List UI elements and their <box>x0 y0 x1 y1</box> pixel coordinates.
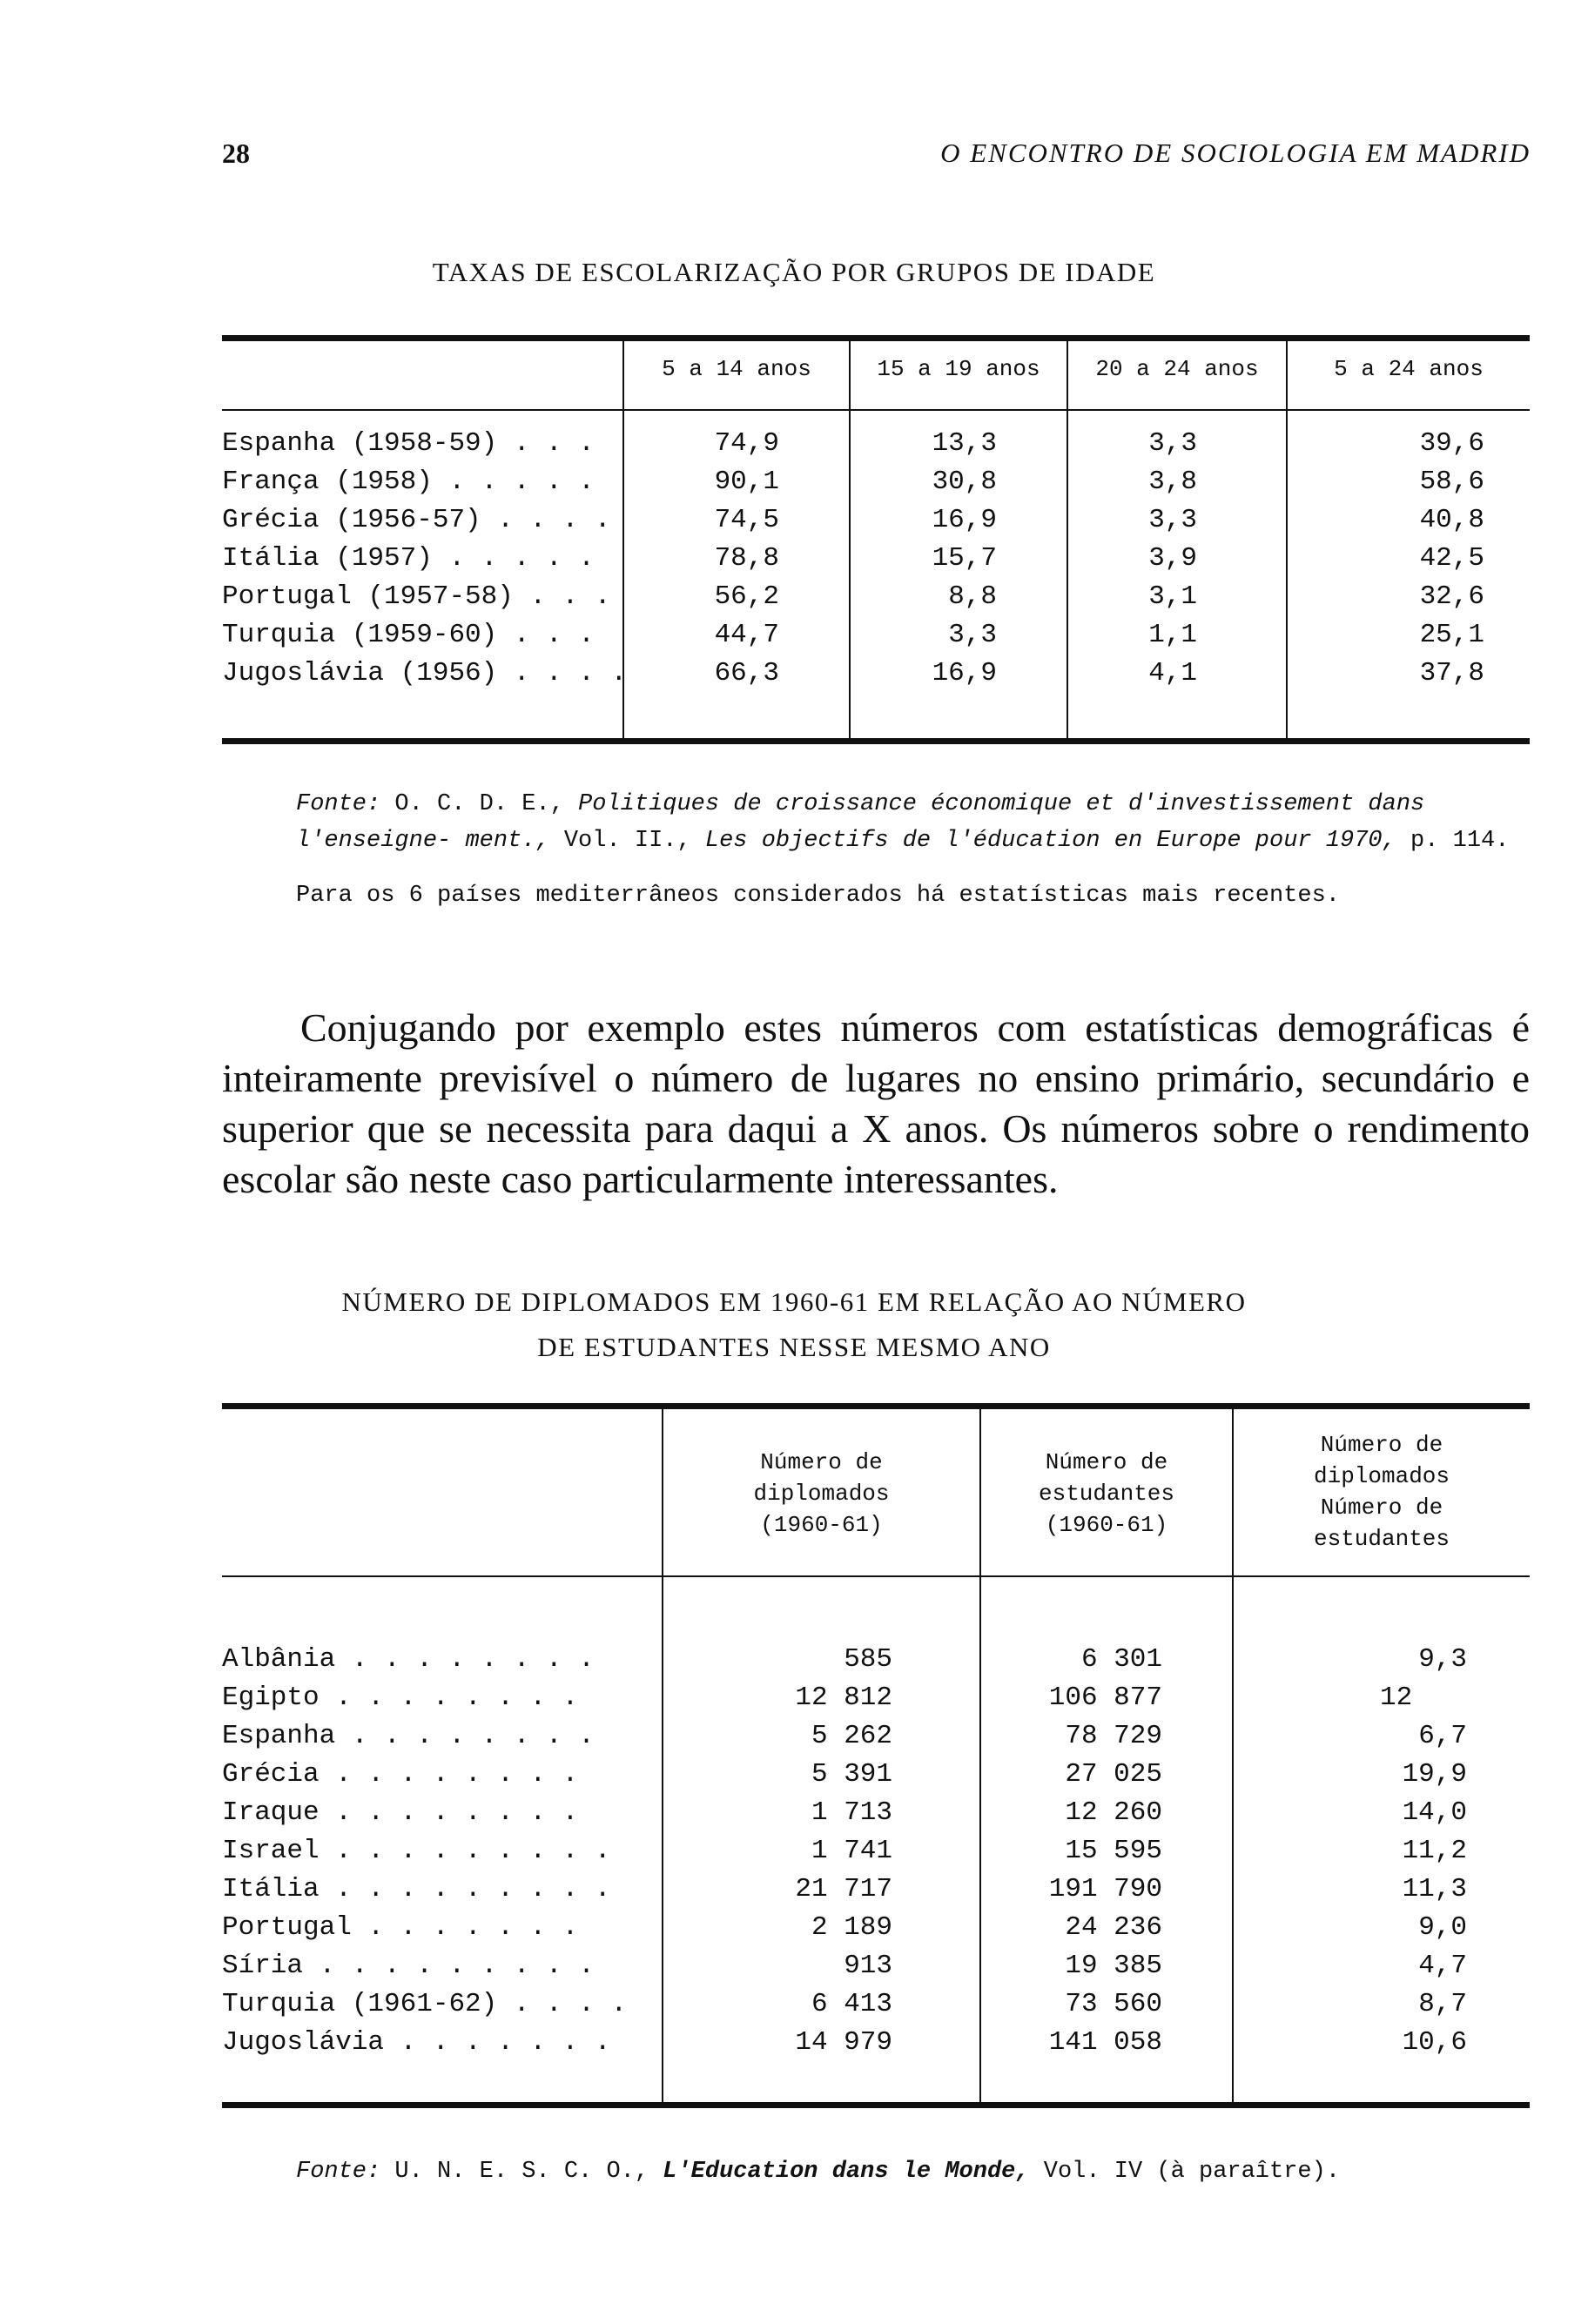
source-volume: Vol. IV (à paraître). <box>1043 2159 1341 2185</box>
table2-cell: 12 260 <box>1065 1797 1162 1828</box>
table2-cell: 8,7 <box>1418 1989 1467 2019</box>
table1-cell: 3,1 <box>1148 581 1197 612</box>
running-title: O ENCONTRO DE SOCIOLOGIA EM MADRID <box>940 138 1531 168</box>
table1-cell: 90,1 <box>714 467 779 497</box>
col-header-line: diplomados <box>1313 1463 1450 1489</box>
table1-divider <box>849 341 851 739</box>
source-volume: Vol. II., <box>563 828 691 854</box>
table1-cell: 3,3 <box>1148 505 1197 535</box>
source-title: L'Education dans le Monde, <box>663 2159 1030 2185</box>
table1-cell: 1,1 <box>1148 620 1197 650</box>
table1-cell: 32,6 <box>1419 581 1484 612</box>
table2-col-header <box>981 1447 1232 1541</box>
source-org: U. N. E. S. C. O., <box>394 2159 649 2185</box>
table2-row-label: Egipto . . . . . . . . <box>222 1683 579 1713</box>
table1-cell: 56,2 <box>714 581 779 612</box>
table2-cell: 913 <box>844 1951 892 1981</box>
table2-cell: 141 058 <box>1048 2027 1162 2058</box>
table1-col-header: 5 a 14 anos <box>662 356 811 382</box>
col-header-line: Número de <box>1320 1494 1443 1521</box>
page-number: 28 <box>222 138 250 169</box>
table1-cell: 3,3 <box>948 620 997 650</box>
table2 <box>222 1403 1530 2108</box>
table1-cell: 39,6 <box>1419 428 1484 459</box>
source-org: O. C. D. E., <box>394 791 564 817</box>
table2-row-label: Portugal . . . . . . . <box>222 1912 579 1943</box>
table1-cell: 37,8 <box>1419 658 1484 688</box>
table1-bottom-rule <box>222 738 1530 744</box>
table1-cell: 8,8 <box>948 581 997 612</box>
table2-cell: 1 741 <box>811 1836 892 1866</box>
table2-header-rule <box>222 1575 662 1577</box>
table2-cell: 12 <box>1380 1683 1413 1713</box>
table2-cell: 2 189 <box>811 1912 892 1943</box>
table2-cell: 11,3 <box>1402 1874 1467 1904</box>
table2-cell: 14 979 <box>795 2027 892 2058</box>
table1-row-label: Portugal (1957-58) . . . <box>222 581 611 612</box>
table1-cell: 3,8 <box>1148 467 1197 497</box>
table1-source <box>296 786 1524 859</box>
table2-row-label: Grécia . . . . . . . . <box>222 1759 579 1790</box>
table2-title-line: DE ESTUDANTES NESSE MESMO ANO <box>537 1332 1051 1362</box>
source-prefix: Fonte: <box>296 791 381 817</box>
table2-cell: 4,7 <box>1418 1951 1467 1981</box>
table2-header-rule <box>981 1575 1232 1577</box>
table2-cell: 9,3 <box>1418 1644 1467 1675</box>
table1-col-header: 5 a 24 anos <box>1334 356 1484 382</box>
table2-cell: 6 301 <box>1080 1644 1162 1675</box>
table1-cell: 78,8 <box>714 543 779 574</box>
table2-cell: 73 560 <box>1065 1989 1162 2019</box>
table1-cell: 13,3 <box>932 428 997 459</box>
table2-cell: 1 713 <box>811 1797 892 1828</box>
col-header-line: Número de <box>1320 1432 1443 1458</box>
table2-title <box>0 1280 1588 1370</box>
col-header-line: diplomados <box>753 1481 890 1507</box>
table1-cell: 3,3 <box>1148 428 1197 459</box>
table1-cell: 66,3 <box>714 658 779 688</box>
table1-cell: 25,1 <box>1419 620 1484 650</box>
table1-header-rule <box>222 409 622 411</box>
table2-cell: 11,2 <box>1402 1836 1467 1866</box>
col-header-line: (1960-61) <box>760 1512 883 1538</box>
table1-cell: 40,8 <box>1419 505 1484 535</box>
table1-divider <box>1286 341 1288 739</box>
paragraph-text: Conjugando por exemplo estes números com estatísticas demográficas é inteiramente previsível o número de lugares no ensino primário, secundário e superior que se necessita para daqui a X anos. Os números sobre o rendimento escolar são neste caso particularmente interessantes. <box>222 1005 1530 1201</box>
table1-cell: 16,9 <box>932 505 997 535</box>
table1-cell: 16,9 <box>932 658 997 688</box>
table2-row-label: Jugoslávia . . . . . . . <box>222 2027 611 2058</box>
source-title-2: Les objectifs de l'éducation en Europe pour 1970, <box>704 828 1396 854</box>
source-page: p. 114. <box>1410 828 1510 854</box>
table2-cell: 106 877 <box>1048 1683 1162 1713</box>
table2-cell: 5 391 <box>811 1759 892 1790</box>
table2-col-header <box>663 1447 979 1541</box>
col-header-line: estudantes <box>1313 1526 1450 1552</box>
table1-cell: 3,9 <box>1148 543 1197 574</box>
table1-row-label: Espanha (1958-59) . . . <box>222 428 595 459</box>
col-header-line: estudantes <box>1038 1481 1175 1507</box>
source-title-cont: ment., <box>465 828 550 854</box>
table2-cell: 5 262 <box>811 1721 892 1751</box>
table2-header-rule <box>663 1575 979 1577</box>
table1-cell: 74,9 <box>714 428 779 459</box>
table2-row-label: Turquia (1961-62) . . . . <box>222 1989 628 2019</box>
table1 <box>222 335 1530 744</box>
table2-row-label: Síria . . . . . . . . . <box>222 1951 595 1981</box>
source-title: Politiques de croissance économique et d'investissement dans l'enseigne- <box>296 791 1425 854</box>
table2-cell: 6,7 <box>1418 1721 1467 1751</box>
table1-row-label: Itália (1957) . . . . . <box>222 543 595 574</box>
table2-cell: 14,0 <box>1402 1797 1467 1828</box>
table2-col-header <box>1234 1429 1530 1555</box>
table1-row-label: Grécia (1956-57) . . . . <box>222 505 611 535</box>
table1-cell: 42,5 <box>1419 543 1484 574</box>
table2-bottom-rule <box>222 2102 1530 2108</box>
table2-cell: 9,0 <box>1418 1912 1467 1943</box>
table1-title: TAXAS DE ESCOLARIZAÇÃO POR GRUPOS DE IDADE <box>432 257 1156 287</box>
table2-cell: 19,9 <box>1402 1759 1467 1790</box>
table1-cell: 4,1 <box>1148 658 1197 688</box>
table1-cell: 15,7 <box>932 543 997 574</box>
table2-cell: 6 413 <box>811 1989 892 2019</box>
table1-top-rule <box>222 335 1530 341</box>
table1-row-label: Jugoslávia (1956) . . . . <box>222 658 628 688</box>
table2-cell: 15 595 <box>1065 1836 1162 1866</box>
table2-row-label: Itália . . . . . . . . . <box>222 1874 611 1904</box>
table2-title-line: NÚMERO DE DIPLOMADOS EM 1960-61 EM RELAÇÃO AO NÚMERO <box>341 1286 1247 1317</box>
table2-row-label: Israel . . . . . . . . . <box>222 1836 611 1866</box>
table2-cell: 27 025 <box>1065 1759 1162 1790</box>
col-header-line: (1960-61) <box>1045 1512 1168 1538</box>
table1-divider <box>1067 341 1068 739</box>
table2-cell: 191 790 <box>1048 1874 1162 1904</box>
table1-col-header: 20 a 24 anos <box>1095 356 1259 382</box>
col-header-line: Número de <box>760 1449 883 1475</box>
table1-header-rule <box>624 409 1530 411</box>
table1-cell: 44,7 <box>714 620 779 650</box>
table1-col-header: 15 a 19 anos <box>877 356 1040 382</box>
table2-row-label: Espanha . . . . . . . . <box>222 1721 595 1751</box>
col-header-line: Número de <box>1045 1449 1168 1475</box>
table2-top-rule <box>222 1403 1530 1409</box>
table2-row-label: Albânia . . . . . . . . <box>222 1644 595 1675</box>
table2-cell: 19 385 <box>1065 1951 1162 1981</box>
table2-cell: 24 236 <box>1065 1912 1162 1943</box>
table2-cell: 585 <box>844 1644 892 1675</box>
table2-header-rule <box>1234 1575 1530 1577</box>
source-prefix: Fonte: <box>296 2159 381 2185</box>
table2-cell: 21 717 <box>795 1874 892 1904</box>
table1-row-label: Turquia (1959-60) . . . <box>222 620 595 650</box>
table1-cell: 58,6 <box>1419 467 1484 497</box>
table2-cell: 10,6 <box>1402 2027 1467 2058</box>
table1-row-label: França (1958) . . . . . <box>222 467 595 497</box>
table2-cell: 12 812 <box>795 1683 892 1713</box>
table2-source <box>296 2159 1340 2185</box>
table1-cell: 30,8 <box>932 467 997 497</box>
body-paragraph <box>222 1003 1530 1205</box>
table1-cell: 74,5 <box>714 505 779 535</box>
table1-note: Para os 6 países mediterrâneos considerados há estatísticas mais recentes. <box>296 883 1340 909</box>
table2-row-label: Iraque . . . . . . . . <box>222 1797 579 1828</box>
table2-cell: 78 729 <box>1065 1721 1162 1751</box>
